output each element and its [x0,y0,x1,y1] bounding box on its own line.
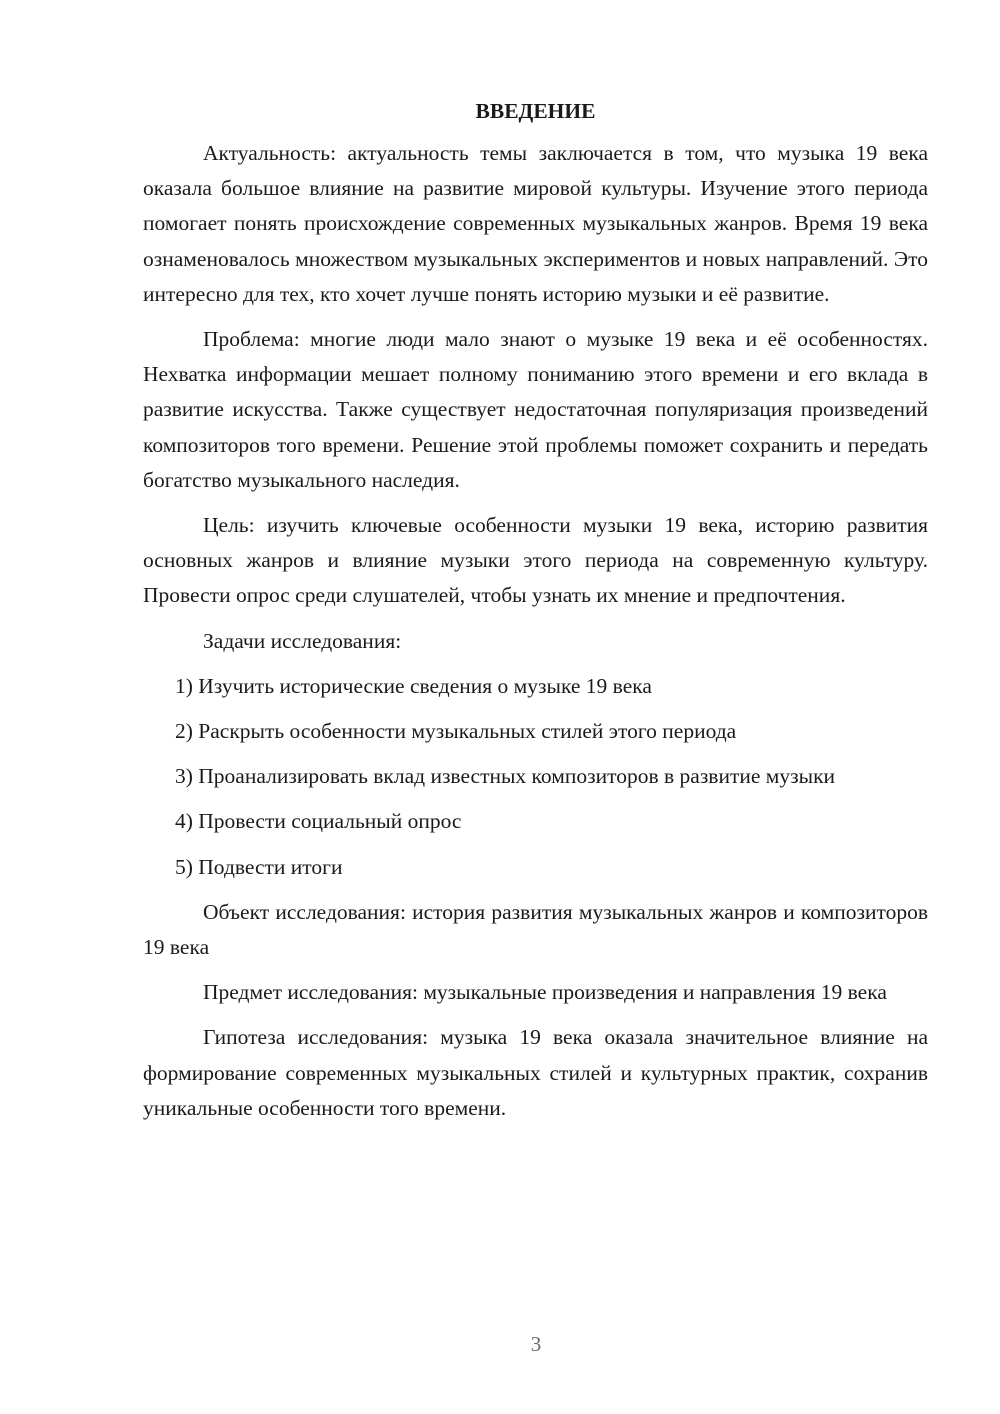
tasks-heading: Задачи исследования: [203,628,402,653]
task-item: 3) Проанализировать вклад известных композиторов в развитие музыки [175,764,836,789]
document-page [143,96,928,1136]
section-title: ВВЕДЕНИЕ [475,99,596,123]
task-item: 1) Изучить исторические сведения о музыке 19 века [175,673,652,698]
relevance-paragraph: Актуальность: актуальность темы заключается в том, что музыка 19 века оказала большое влияние на развитие мировой культуры. Изучение этого периода помогает понять происхождение современных музыкальных жанров. Время 19 века ознаменовалось множеством музыкальных экспериментов и новых направлений. Это интересно для тех, кто хочет лучше понять историю музыки и её развитие. [143,141,928,306]
page-number: 3 [530,1332,542,1356]
object-paragraph: Объект исследования: история развития музыкальных жанров и композиторов 19 века [143,899,928,960]
task-item: 4) Провести социальный опрос [175,809,462,834]
goal-paragraph: Цель: изучить ключевые особенности музыки 19 века, историю развития основных жанров и влияние музыки этого периода на современную культуру. Провести опрос среди слушателей, чтобы узнать их мнение и предпочтения. [143,513,928,608]
problem-paragraph: Проблема: многие люди мало знают о музыке 19 века и её особенностях. Нехватка информации мешает полному пониманию этого времени и его вклада в развитие искусства. Также существует недостаточная популяризация произведений композиторов того времени. Решение этой проблемы поможет сохранить и передать богатство музыкального наследия. [143,327,928,492]
hypothesis-paragraph: Гипотеза исследования: музыка 19 века оказала значительное влияние на формирование современных музыкальных стилей и культурных практик, сохранив уникальные особенности того времени. [143,1025,928,1120]
subject-paragraph: Предмет исследования: музыкальные произведения и направления 19 века [203,980,887,1005]
task-item: 2) Раскрыть особенности музыкальных стилей этого периода [175,719,737,744]
task-item: 5) Подвести итоги [175,854,343,879]
